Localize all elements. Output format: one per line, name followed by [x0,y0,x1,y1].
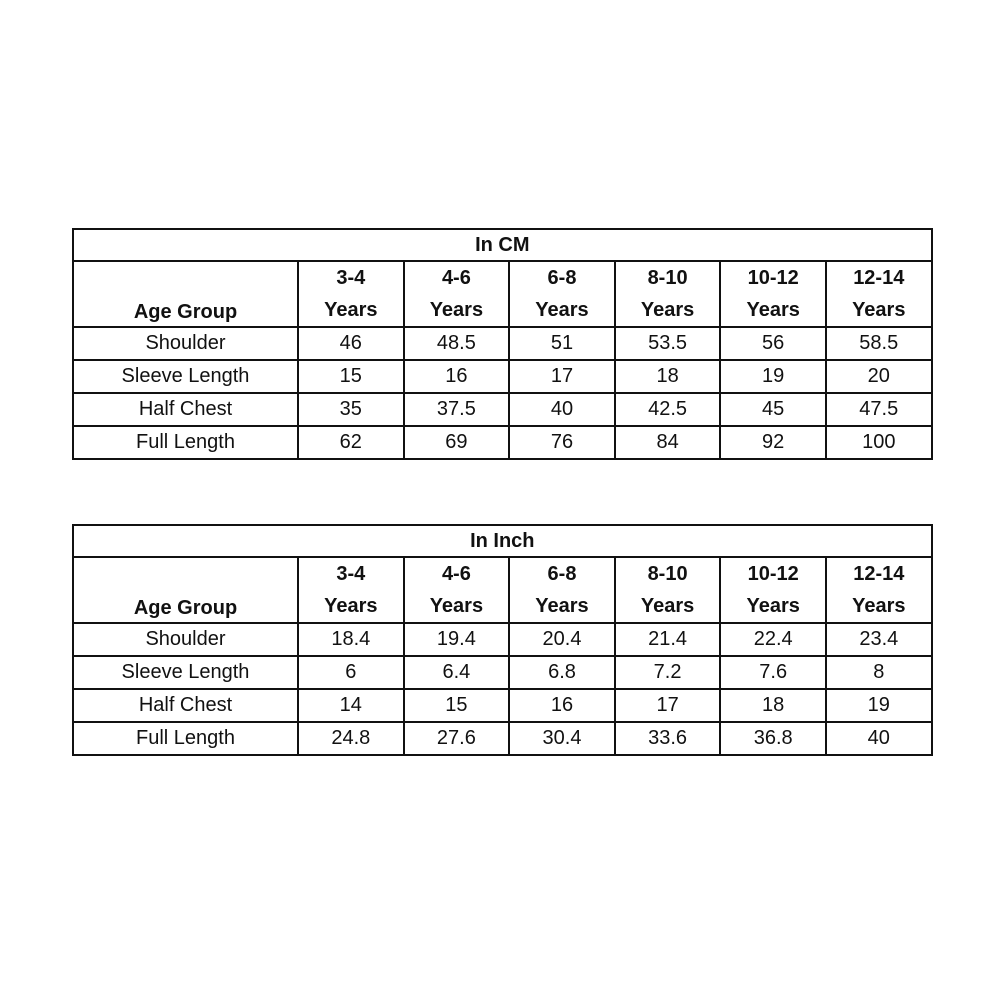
table-row [73,656,932,689]
column-unit: Years [535,595,589,617]
column-header [298,261,404,327]
table-cell: 42.5 [615,393,721,426]
table-row [73,426,932,459]
row-label: Half Chest [73,689,298,722]
table-cell: 18 [720,689,826,722]
row-label: Shoulder [73,327,298,360]
table-cell: 6 [298,656,404,689]
table-cell: 17 [615,689,721,722]
table-cell: 33.6 [615,722,721,755]
table-cell: 69 [404,426,510,459]
column-unit: Years [429,595,484,617]
column-header [826,557,932,623]
row-label: Full Length [73,426,298,459]
table-cell: 47.5 [826,393,932,426]
column-age-range: 3-4 [336,267,366,289]
table-cell: 100 [826,426,932,459]
table-header-row [73,261,932,327]
column-unit: Years [535,299,589,321]
table-cell: 16 [509,689,615,722]
column-unit: Years [324,595,378,617]
table-cell: 37.5 [404,393,510,426]
column-header [615,557,721,623]
column-unit: Years [746,299,800,321]
table-cell: 48.5 [404,327,510,360]
table-cell: 51 [509,327,615,360]
table-cell: 24.8 [298,722,404,755]
table-row [73,689,932,722]
table-title-row [73,229,932,261]
table-cell: 22.4 [720,623,826,656]
column-header [298,557,404,623]
column-age-range: 10-12 [747,267,799,289]
table-cell: 6.4 [404,656,510,689]
table-cell: 45 [720,393,826,426]
column-age-range: 4-6 [441,267,471,289]
column-header [404,261,510,327]
table-cell: 40 [509,393,615,426]
table-cell: 62 [298,426,404,459]
table-cell: 35 [298,393,404,426]
table-cell: 58.5 [826,327,932,360]
column-header [404,557,510,623]
row-header-age-group: Age Group [73,261,298,327]
table-cell: 53.5 [615,327,721,360]
row-label: Full Length [73,722,298,755]
table-cell: 17 [509,360,615,393]
table-cell: 20.4 [509,623,615,656]
table-cell: 27.6 [404,722,510,755]
table-header-row [73,557,932,623]
column-unit: Years [640,595,695,617]
column-unit: Years [852,595,906,617]
column-header [826,261,932,327]
column-age-range: 6-8 [547,267,577,289]
table-cell: 19.4 [404,623,510,656]
table-cell: 8 [826,656,932,689]
table-row [73,722,932,755]
column-age-range: 8-10 [647,267,688,289]
table-cell: 92 [720,426,826,459]
row-label: Sleeve Length [73,656,298,689]
table-cell: 23.4 [826,623,932,656]
table-cell: 84 [615,426,721,459]
column-unit: Years [640,299,695,321]
column-age-range: 10-12 [747,563,799,585]
column-age-range: 4-6 [441,563,471,585]
column-unit: Years [746,595,800,617]
column-header [720,261,826,327]
table-row [73,393,932,426]
column-age-range: 6-8 [547,563,577,585]
table-cell: 36.8 [720,722,826,755]
row-label: Shoulder [73,623,298,656]
table-cell: 21.4 [615,623,721,656]
table-cell: 16 [404,360,510,393]
row-label: Sleeve Length [73,360,298,393]
table-cell: 14 [298,689,404,722]
table-row [73,327,932,360]
table-title: In CM [73,229,932,261]
column-unit: Years [324,299,378,321]
column-header [509,261,615,327]
table-title-row [73,525,932,557]
table-cell: 18.4 [298,623,404,656]
table-cell: 19 [720,360,826,393]
table-cell: 15 [298,360,404,393]
column-age-range: 3-4 [336,563,366,585]
table-cell: 18 [615,360,721,393]
row-header-age-group: Age Group [73,557,298,623]
column-header [509,557,615,623]
table-cell: 20 [826,360,932,393]
table-cell: 6.8 [509,656,615,689]
table-cell: 15 [404,689,510,722]
size-table-cm [72,228,933,460]
column-age-range: 12-14 [853,267,905,289]
column-unit: Years [852,299,906,321]
table-title: In Inch [73,525,932,557]
table-cell: 7.2 [615,656,721,689]
table-cell: 7.6 [720,656,826,689]
row-label: Half Chest [73,393,298,426]
table-cell: 46 [298,327,404,360]
table-cell: 56 [720,327,826,360]
table-cell: 40 [826,722,932,755]
table-row [73,623,932,656]
table-cell: 19 [826,689,932,722]
column-age-range: 8-10 [647,563,688,585]
table-cell: 76 [509,426,615,459]
table-row [73,360,932,393]
column-unit: Years [429,299,484,321]
column-age-range: 12-14 [853,563,905,585]
table-cell: 30.4 [509,722,615,755]
size-table-inch [72,524,933,756]
column-header [615,261,721,327]
column-header [720,557,826,623]
